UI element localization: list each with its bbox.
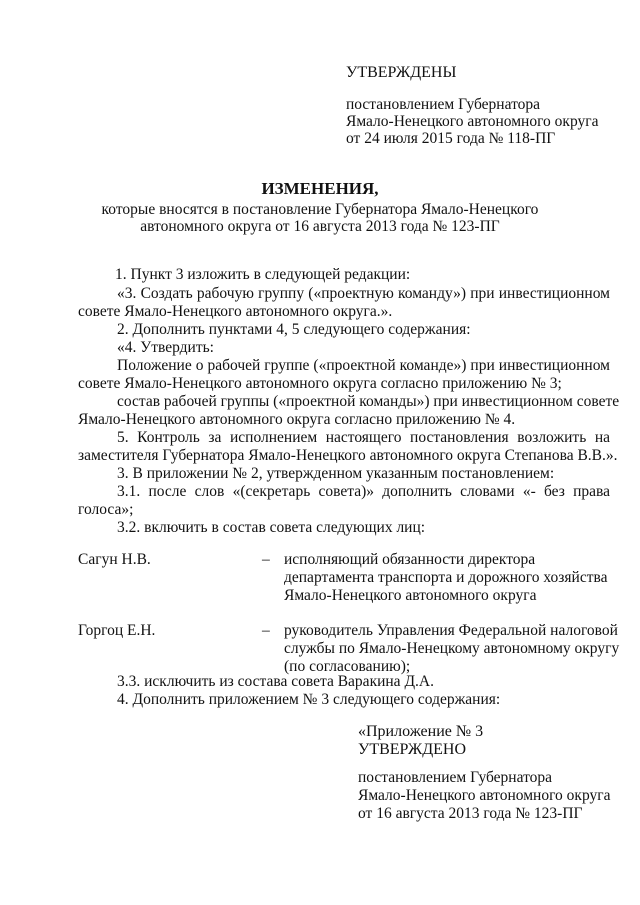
member-role-line: департамента транспорта и дорожного хозяйства	[284, 569, 608, 586]
paragraph-5-line-2: совете Ямало-Ненецкого автономного округа согласно приложению № 3;	[78, 375, 562, 392]
paragraph-8: 3. В приложении № 2, утвержденном указанным постановлением:	[117, 465, 555, 482]
paragraph-6-line-2: Ямало-Ненецкого автономного округа согласно приложению № 4.	[78, 411, 516, 428]
paragraph-3: 2. Дополнить пунктами 4, 5 следующего содержания:	[117, 321, 471, 338]
appendix-line-3: постановлением Губернатора	[358, 769, 553, 786]
approved-heading: УТВЕРЖДЕНЫ	[346, 64, 457, 81]
member-dash: –	[262, 551, 270, 568]
paragraph-2-line-1: «3. Создать рабочую группу («проектную команду») при инвестиционном	[117, 285, 610, 302]
member-dash: –	[262, 622, 270, 639]
member-name: Сагун Н.В.	[78, 551, 151, 568]
paragraph-2-line-2: совете Ямало-Ненецкого автономного округа.».	[78, 303, 393, 320]
title-subline-2: автономного округа от 16 августа 2013 года № 123-ПГ	[140, 218, 500, 235]
approved-line-3: от 24 июля 2015 года № 118-ПГ	[346, 130, 556, 147]
appendix-line-4: Ямало-Ненецкого автономного округа	[358, 787, 611, 804]
paragraph-7-line-1: 5. Контроль за исполнением настоящего постановления возложить на	[117, 429, 610, 446]
member-role-line: службы по Ямало-Ненецкому автономному округу	[284, 640, 620, 657]
member-role-line: исполняющий обязанности директора	[284, 551, 536, 568]
paragraph-10: 3.2. включить в состав совета следующих лиц:	[117, 519, 426, 536]
paragraph-7-line-2: заместителя Губернатора Ямало-Ненецкого автономного округа Степанова В.В.».	[78, 447, 618, 464]
member-role-line: Ямало-Ненецкого автономного округа	[284, 587, 537, 604]
member-name: Горгоц Е.Н.	[78, 622, 156, 639]
paragraph-1: 1. Пункт 3 изложить в следующей редакции:	[115, 266, 411, 283]
document-title: ИЗМЕНЕНИЯ,	[261, 179, 379, 198]
paragraph-5-line-1: Положение о рабочей группе («проектной команде») при инвестиционном	[117, 357, 610, 374]
appendix-line-5: от 16 августа 2013 года № 123-ПГ	[358, 805, 583, 822]
paragraph-11: 3.3. исключить из состава совета Варакина Д.А.	[117, 673, 434, 690]
paragraph-9-line-1: 3.1. после слов «(секретарь совета)» дополнить словами «- без права	[117, 483, 610, 500]
member-role-line: руководитель Управления Федеральной налоговой	[284, 622, 618, 639]
appendix-line-1: «Приложение № 3	[358, 723, 484, 740]
paragraph-4: «4. Утвердить:	[117, 339, 214, 356]
approved-line-1: постановлением Губернатора	[346, 96, 541, 113]
approved-line-2: Ямало-Ненецкого автономного округа	[346, 113, 599, 130]
paragraph-12: 4. Дополнить приложением № 3 следующего содержания:	[117, 691, 501, 708]
title-subline-1: которые вносятся в постановление Губернатора Ямало-Ненецкого	[101, 201, 539, 218]
member-role-line: (по согласованию);	[284, 658, 411, 675]
paragraph-9-line-2: голоса»;	[78, 501, 134, 518]
appendix-line-2: УТВЕРЖДЕНО	[358, 741, 467, 758]
paragraph-6-line-1: состав рабочей группы («проектной команды») при инвестиционном совете	[117, 393, 620, 410]
